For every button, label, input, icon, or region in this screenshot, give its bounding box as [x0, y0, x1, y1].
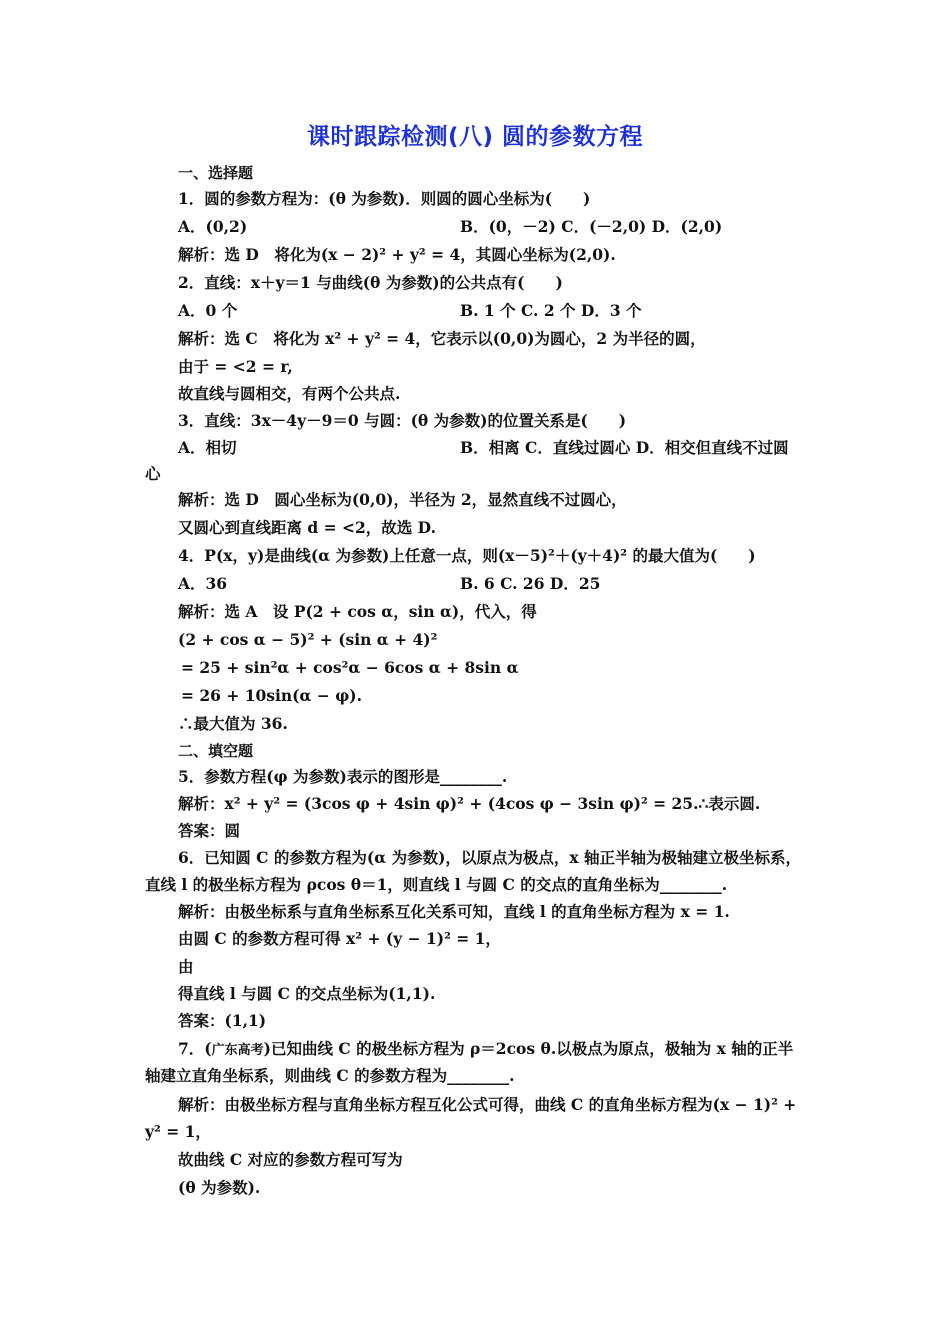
- section-heading-choice: 一、选择题: [178, 164, 254, 182]
- q4-analysis-1: 解析：选 A 设 P(2 + cos α，sin α)，代入，得: [178, 602, 537, 621]
- q5-answer: 答案：圆: [178, 821, 241, 840]
- q2-analysis-3: 故直线与圆相交，有两个公共点.: [178, 384, 401, 403]
- q1-options: [178, 216, 878, 238]
- q3-options-wrap: 心: [145, 464, 161, 483]
- q7-analysis-2: y² = 1，: [145, 1122, 211, 1141]
- q7-stem-rest: )已知曲线 C 的极坐标方程为 ρ＝2cos θ.以极点为原点，极轴为 x 轴的正半: [263, 1039, 794, 1058]
- q7-analysis-4: (θ 为参数).: [178, 1178, 261, 1197]
- q1-stem: 1．圆的参数方程为：(θ 为参数)．则圆的圆心坐标为( ): [178, 189, 591, 208]
- q6-answer: 答案：(1,1): [178, 1011, 267, 1030]
- q6-analysis-4: 得直线 l 与圆 C 的交点坐标为(1,1).: [178, 984, 436, 1003]
- q2-stem: 2．直线：x＋y＝1 与曲线(θ 为参数)的公共点有( ): [178, 273, 563, 292]
- q4-stem: 4．P(x，y)是曲线(α 为参数)上任意一点，则(x－5)²＋(y＋4)² 的最大值为( ): [178, 546, 756, 565]
- section-heading-fill: 二、填空题: [178, 742, 254, 760]
- q3-options: [178, 437, 878, 459]
- q6-analysis-3: 由: [178, 957, 194, 976]
- q2-options: [178, 300, 878, 322]
- q2-analysis-2: 由于 = <2 = r,: [178, 357, 293, 376]
- q4-options-bcd: B. 6 C. 26 D．25: [460, 574, 601, 593]
- q3-stem: 3．直线：3x－4y－9＝0 与圆：(θ 为参数)的位置关系是( ): [178, 411, 627, 430]
- q5-stem: 5．参数方程(φ 为参数)表示的图形是________.: [178, 767, 508, 786]
- q4-analysis-4: = 26 + 10sin(α − φ).: [181, 686, 362, 705]
- q4-options: [178, 573, 878, 595]
- q6-analysis-2: 由圆 C 的参数方程可得 x² + (y − 1)² = 1，: [178, 929, 501, 948]
- q4-analysis-3: = 25 + sin²α + cos²α − 6cos α + 8sin α: [181, 658, 519, 677]
- q7-analysis-1: 解析：由极坐标方程与直角坐标方程互化公式可得，曲线 C 的直角坐标方程为(x − 1)² +: [178, 1095, 797, 1114]
- q5-analysis: 解析：x² + y² = (3cos φ + 4sin φ)² + (4cos φ − 3sin φ)² = 25.∴表示圆.: [178, 794, 761, 813]
- q7-analysis-3: 故曲线 C 对应的参数方程可写为: [178, 1150, 403, 1169]
- q3-analysis-1: 解析：选 D 圆心坐标为(0,0)，半径为 2，显然直线不过圆心，: [178, 490, 627, 509]
- q6-stem-1: 6．已知圆 C 的参数方程为(α 为参数)，以原点为极点，x 轴正半轴为极轴建立极坐标系，: [178, 848, 802, 867]
- q4-option-a: A．36: [178, 574, 228, 593]
- q7-stem-1: [178, 1038, 793, 1062]
- q3-option-a: A．相切: [178, 438, 237, 457]
- q1-options-bcd: B．(0，－2) C．(－2,0) D．(2,0): [460, 217, 723, 236]
- page-title: 课时跟踪检测(八) 圆的参数方程: [306, 124, 644, 150]
- q2-analysis-1: 解析：选 C 将化为 x² + y² = 4，它表示以(0,0)为圆心，2 为半径的圆，: [178, 329, 706, 348]
- q7-source-tag: 广东高考: [211, 1043, 264, 1058]
- q3-analysis-2: 又圆心到直线距离 d = <2，故选 D.: [178, 518, 436, 537]
- q1-analysis: 解析：选 D 将化为(x − 2)² + y² = 4，其圆心坐标为(2,0).: [178, 245, 616, 264]
- q2-option-a: A．0 个: [178, 301, 238, 320]
- q4-analysis-5: ∴最大值为 36.: [178, 714, 288, 733]
- q4-analysis-2: (2 + cos α − 5)² + (sin α + 4)²: [178, 630, 438, 649]
- q1-option-a: A．(0,2): [178, 217, 248, 236]
- q6-analysis-1: 解析：由极坐标系与直角坐标系互化关系可知，直线 l 的直角坐标方程为 x = 1.: [178, 902, 730, 921]
- q3-options-bcd: B．相离 C．直线过圆心 D．相交但直线不过圆: [460, 438, 789, 457]
- q7-number: 7．(: [178, 1039, 212, 1058]
- q6-stem-2: 直线 l 的极坐标方程为 ρcos θ＝1，则直线 l 与圆 C 的交点的直角坐标为________.: [145, 875, 728, 894]
- q2-options-bcd: B. 1 个 C. 2 个 D．3 个: [460, 301, 642, 320]
- q7-stem-2: 轴建立直角坐标系，则曲线 C 的参数方程为________.: [145, 1066, 515, 1085]
